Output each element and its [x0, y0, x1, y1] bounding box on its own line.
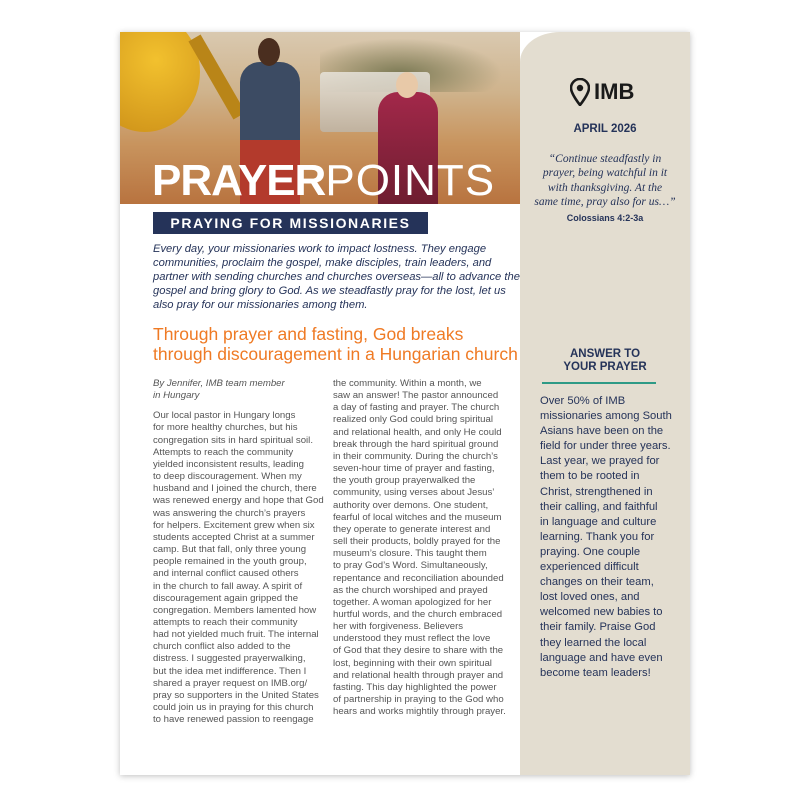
- text-line: praying. One couple: [540, 545, 641, 558]
- text-line: together. A woman apologized for her: [333, 596, 492, 608]
- text-line: congregation sits in hard spiritual soil.: [153, 434, 313, 446]
- answer-title: [520, 348, 690, 374]
- divider: [542, 382, 656, 384]
- text-line: YOUR PRAYER: [563, 361, 647, 373]
- text-line: Attempts to reach the community: [153, 446, 294, 458]
- text-line: learning. Thank you for: [540, 530, 655, 543]
- text-line: welcomed new babies to: [540, 606, 663, 619]
- text-line: in the church to fall away. A spirit of: [153, 580, 303, 592]
- text-line: By Jennifer, IMB team member: [153, 378, 285, 389]
- text-line: for more healthy churches, but his: [153, 422, 298, 434]
- text-line: a day of fasting and prayer. The church: [333, 402, 500, 414]
- text-line: distress. I suggested prayerwalking,: [153, 653, 306, 665]
- text-line: community, using verses about Jesus’: [333, 487, 495, 499]
- text-line: Over 50% of IMB: [540, 395, 626, 407]
- text-line: their calling, and faithful: [540, 500, 658, 513]
- text-line: seven-hour time of prayer and fasting,: [333, 463, 495, 475]
- text-line: Every day, your missionaries work to impact lostness. They engage: [153, 243, 487, 255]
- text-line: missionaries among South: [540, 410, 672, 423]
- section-banner: PRAYING FOR MISSIONARIES: [153, 212, 428, 234]
- text-line: authority over demons. One student,: [333, 499, 489, 511]
- text-line: to pray God’s Word. Simultaneously,: [333, 560, 488, 572]
- text-line: people remained in the youth group,: [153, 556, 307, 568]
- text-line: lost loved ones, and: [540, 591, 640, 604]
- text-line: communities, proclaim the gospel, make disciples, train leaders, and: [153, 257, 492, 269]
- text-line: in their community. During the church’s: [333, 450, 498, 462]
- byline: [153, 378, 324, 402]
- text-line: church conflict also added to the: [153, 641, 291, 653]
- text-line: they learned the local: [540, 636, 647, 649]
- imb-logo: IMB: [570, 78, 634, 106]
- text-line: they operate to generate interest and: [333, 523, 491, 535]
- text-line: and internal conflict caused others: [153, 568, 299, 580]
- text-line: attempts to reach their community: [153, 616, 298, 628]
- text-line: become team leaders!: [540, 666, 651, 679]
- text-line: could join us in praying for this church: [153, 702, 314, 714]
- text-line: partner with sending churches and churches overseas—all to advance the: [153, 271, 520, 283]
- text-line: same time, pray also for us…”: [534, 195, 676, 208]
- text-line: and relational health through prayer and: [333, 669, 504, 681]
- text-line: hurtful words, and the church embraced: [333, 608, 503, 620]
- text-line: was renewed energy and hope that God: [153, 495, 324, 507]
- text-line: fearful of local witches and the museum: [333, 511, 502, 523]
- location-pin-icon: [570, 78, 590, 106]
- text-line: lost, beginning with their own spiritual: [333, 657, 492, 669]
- text-line: and relational health, and only He could: [333, 426, 502, 438]
- answer-text: [540, 394, 672, 681]
- text-line: of partnership in praying to the God who: [333, 694, 504, 706]
- masthead-title: PRAYERPOINTS: [152, 156, 496, 205]
- text-line: of God that they desire to share with the: [333, 645, 504, 657]
- text-line: pray so supporters in the United States: [153, 689, 319, 701]
- article-headline: [153, 324, 523, 364]
- text-line: was answering the church’s prayers: [153, 507, 306, 519]
- text-line: language and have even: [540, 651, 663, 664]
- issue-date: APRIL 2026: [573, 123, 637, 135]
- text-line: museum’s closure. This taught them: [333, 548, 487, 560]
- scripture-quote: [520, 152, 690, 209]
- text-line: hears and works mightily through prayer.: [333, 706, 506, 718]
- text-line: repentance and reconciliation abounded: [333, 572, 504, 584]
- text-line: discouragement again gripped the: [153, 592, 299, 604]
- text-line: shared a prayer request on IMB.org/: [153, 677, 308, 689]
- text-line: in Hungary: [153, 390, 200, 402]
- scripture-reference: Colossians 4:2-3a: [566, 213, 644, 223]
- text-line: with thanksgiving. At the: [547, 181, 663, 194]
- sidebar: [520, 32, 690, 775]
- text-line: Through prayer and fasting, God breaks: [153, 324, 464, 344]
- article-column-2: [333, 378, 506, 718]
- text-line: also pray for our missionaries among them.: [153, 299, 368, 311]
- text-line: as the church worshiped and prayed: [333, 584, 488, 596]
- text-line: them to be rooted in: [540, 470, 640, 483]
- text-line: through discouragement in a Hungarian church: [153, 344, 518, 364]
- text-line: camp. But that fall, only three young: [153, 544, 307, 556]
- text-line: realized only God could bring spiritual: [333, 414, 493, 426]
- article-column-1: [153, 378, 324, 726]
- text-line: husband and I joined the church, there: [153, 483, 317, 495]
- text-line: her with forgiveness. Believers: [333, 621, 464, 633]
- text-line: for helpers. Excitement grew when six: [153, 519, 315, 531]
- text-line: had not yielded much fruit. The internal: [153, 629, 319, 641]
- text-line: break through the hard spiritual ground: [333, 438, 499, 450]
- text-line: the community. Within a month, we: [333, 378, 482, 389]
- text-line: field for under three years.: [540, 440, 671, 453]
- text-line: congregation. Members lamented how: [153, 604, 317, 616]
- text-line: students accepted Christ at a summer: [153, 531, 315, 543]
- text-line: to deep discouragement. When my: [153, 471, 302, 483]
- text-line: to have renewed passion to reengage: [153, 714, 314, 726]
- text-line: sell their products, boldly prayed for the: [333, 536, 501, 548]
- text-line: Our local pastor in Hungary longs: [153, 410, 296, 422]
- text-line: but the idea met indifference. Then I: [153, 665, 307, 677]
- text-line: prayer, being watchful in it: [542, 167, 668, 180]
- intro-paragraph: [153, 242, 523, 312]
- text-line: saw an answer! The pastor announced: [333, 390, 499, 402]
- text-line: their family. Praise God: [540, 621, 656, 634]
- text-line: fasting. This day highlighted the power: [333, 681, 497, 693]
- text-line: the youth group prayerwalked the: [333, 475, 476, 487]
- text-line: changes on their team,: [540, 576, 654, 589]
- text-line: Asians have been on the: [540, 425, 664, 438]
- text-line: “Continue steadfastly in: [548, 153, 662, 165]
- text-line: experienced difficult: [540, 561, 639, 574]
- text-line: in language and culture: [540, 515, 657, 528]
- text-line: Last year, we prayed for: [540, 455, 660, 468]
- text-line: ANSWER TO: [569, 348, 641, 360]
- text-line: gospel and bring glory to God. As we steadfastly pray for the lost, let us: [153, 285, 506, 297]
- text-line: understood they must reflect the love: [333, 633, 491, 645]
- text-line: yielded inconsistent results, leading: [153, 458, 304, 470]
- newsletter-page: [120, 32, 690, 775]
- text-line: Christ, strengthened in: [540, 485, 653, 498]
